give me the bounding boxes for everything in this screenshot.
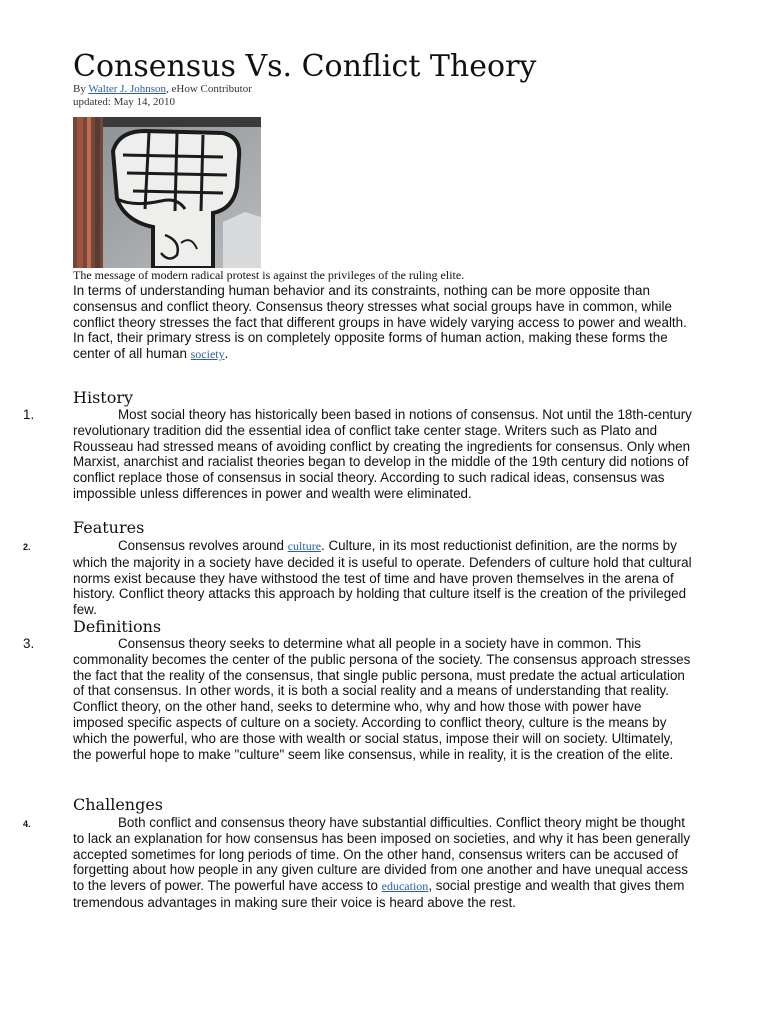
author-link[interactable]: Walter J. Johnson bbox=[88, 83, 167, 95]
protest-fist-photo bbox=[73, 117, 261, 268]
list-item-features bbox=[23, 538, 693, 618]
section-heading-challenges: Challenges bbox=[73, 795, 164, 814]
byline-prefix: By bbox=[73, 83, 89, 95]
culture-link[interactable]: culture bbox=[287, 539, 322, 553]
society-link[interactable]: society bbox=[190, 347, 225, 362]
challenges-text-before: Both conflict and consensus theory have substantial difficulties. Conflict theory might be thought to lack an explanation for how consensus has been imposed on societies, and why it has been generally accepted sometimes for long periods of time. On the other hand, consensus writers can be accused of forgetting about how people in any given culture are divided from one another and have unequal access to the levers of power. The powerful have access to bbox=[73, 815, 691, 894]
features-text-before: Consensus revolves around bbox=[118, 538, 288, 553]
fist-graffiti-image bbox=[73, 117, 261, 268]
intro-text: In terms of understanding human behavior and its constraints, nothing can be more opposite than consensus and conflict theory. Consensus theory stresses what social groups have in common, while conflict theory stresses the fact that different groups in have widely varying access to power and wealth. In fact, their primary stress is on completely opposite forms of human action, making these forms the center of all human bbox=[73, 283, 687, 362]
challenges-text-after: , social prestige and wealth that gives them tremendous advantages in making sure their voice is heard above the rest. bbox=[73, 878, 685, 910]
article-title: Consensus Vs. Conflict Theory bbox=[73, 49, 537, 84]
challenges-paragraph bbox=[73, 815, 693, 911]
list-number: 2. bbox=[23, 542, 31, 552]
list-item-definitions bbox=[23, 636, 693, 762]
features-text-after: . Culture, in its most reductionist definition, are the norms by which the majority in a society have decided it is useful to operate. Defenders of culture hold that cultural norms exist because they have withstood the test of time and have proven themselves in the arena of history. Conflict theory attacks this approach by holding that culture itself is the creation of the privileged few. bbox=[73, 538, 692, 618]
list-number: 4. bbox=[23, 819, 31, 829]
byline bbox=[73, 83, 252, 96]
list-number: 3. bbox=[23, 636, 35, 651]
byline-suffix: , eHow Contributor bbox=[166, 83, 252, 95]
section-heading-features: Features bbox=[73, 518, 145, 537]
section-heading-history: History bbox=[73, 388, 134, 407]
definitions-text: Consensus theory seeks to determine what all people in a society have in common. This commonality becomes the center of the public persona of the society. The consensus approach stresses the fact that the reality of the consensus, that single public persona, must predate the actual articulation of that consensus. In other words, it is both a social reality and a means of understanding that reality. Conflict theory, on the other hand, seeks to determine who, why and how those with power have imposed specific aspects of culture on a society. According to conflict theory, culture is the means by which the powerful, who are those with wealth or social status, impose their will on society. Ultimately, the powerful hope to make "culture" seem like consensus, while in reality, it is the creation of the elite. bbox=[73, 636, 691, 762]
features-paragraph bbox=[73, 538, 693, 618]
intro-paragraph bbox=[73, 283, 693, 363]
list-item-history bbox=[23, 407, 693, 502]
history-text: Most social theory has historically been based in notions of consensus. Not until the 18th-century revolutionary tradition did the essential idea of conflict take center stage. Writers such as Plato and Rousseau had stressed means of avoiding conflict by creating the ingredients for consensus. Only when Marxist, anarchist and racialist theories began to develop in the middle of the 19th century did notions of conflict replace those of consensus in social theory. According to such radical ideas, consensus was impossible unless differences in power and wealth were eliminated. bbox=[73, 407, 692, 501]
updated-date: updated: May 14, 2010 bbox=[73, 96, 176, 108]
list-number: 1. bbox=[23, 407, 35, 422]
list-item-challenges bbox=[23, 815, 693, 911]
education-link[interactable]: education bbox=[381, 879, 429, 894]
section-heading-definitions: Definitions bbox=[73, 617, 162, 636]
image-caption: The message of modern radical protest is against the privileges of the ruling elite. bbox=[73, 268, 465, 282]
intro-end: . bbox=[224, 346, 229, 362]
